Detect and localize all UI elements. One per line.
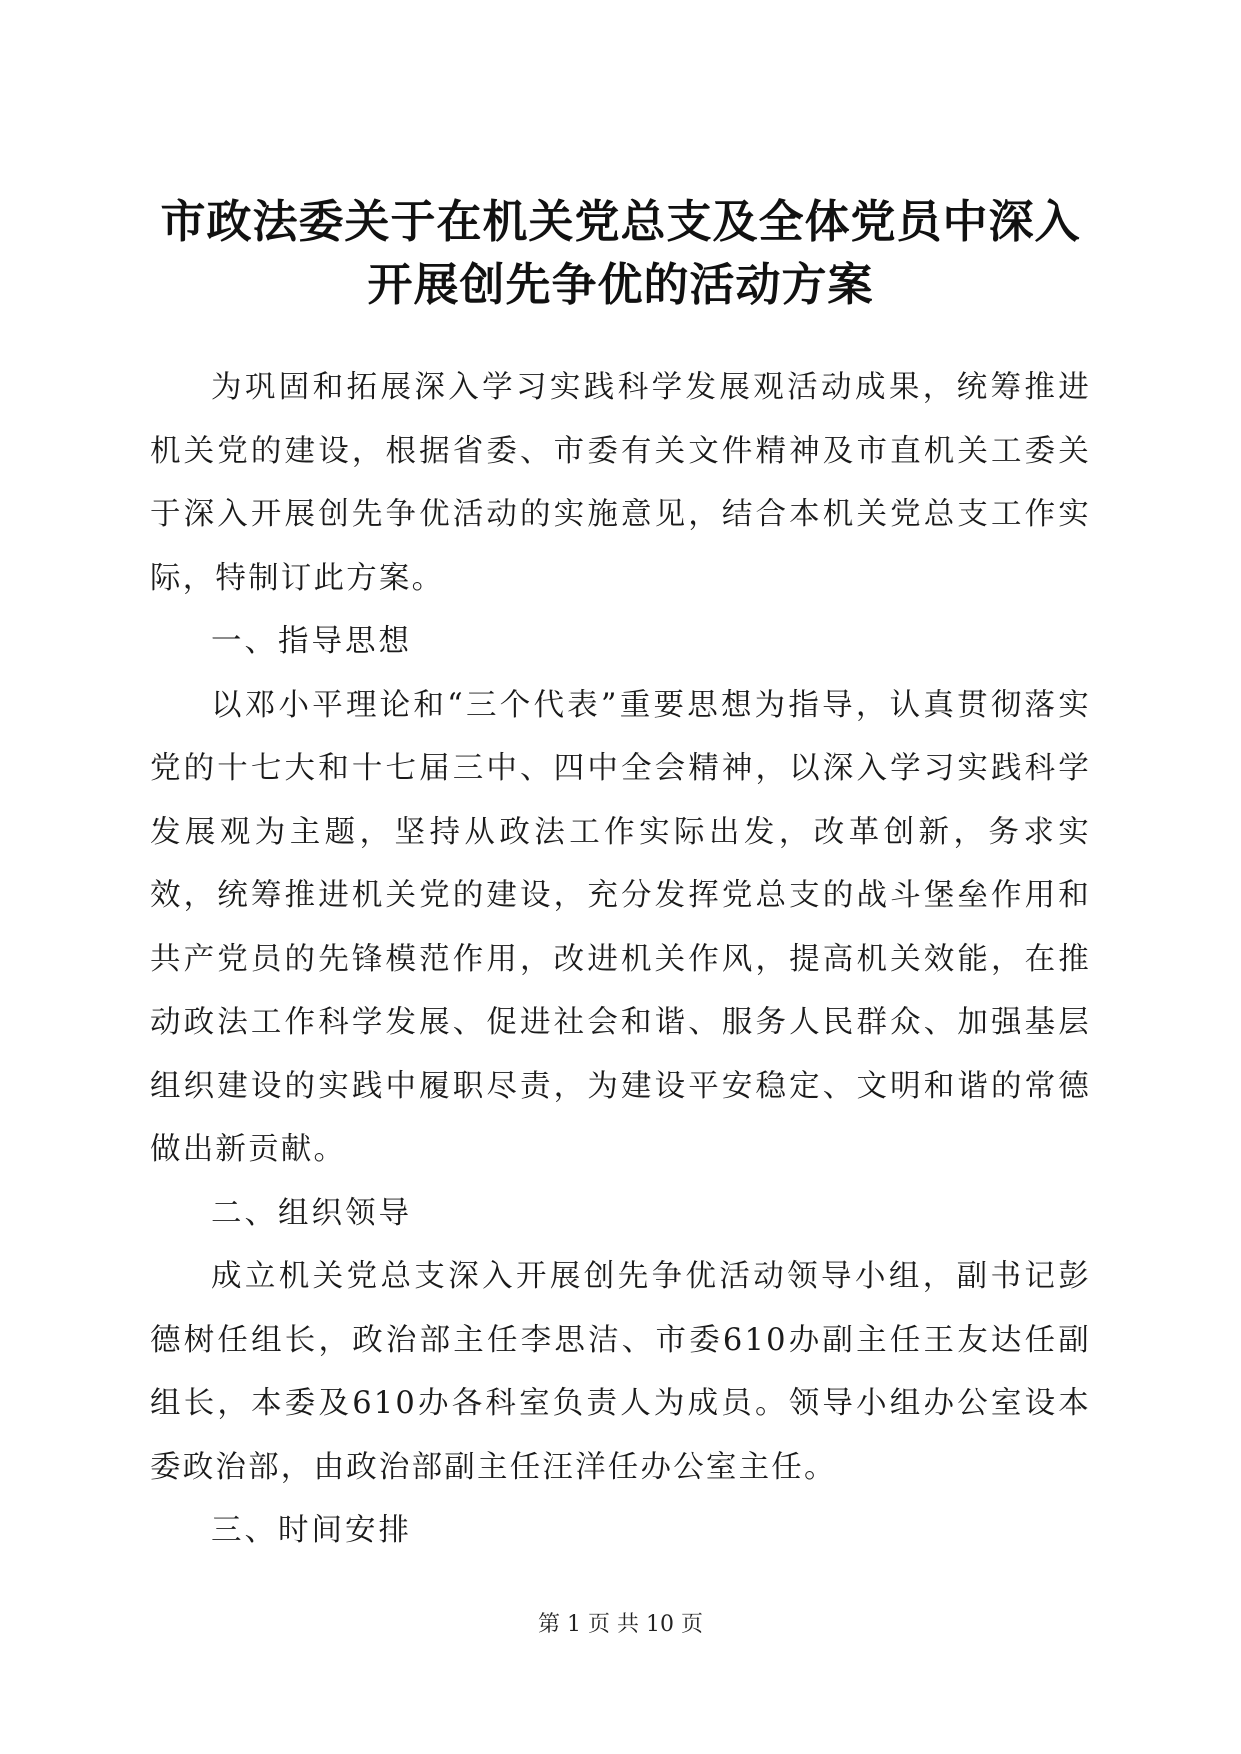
intro-paragraph: 为巩固和拓展深入学习实践科学发展观活动成果，统筹推进机关党的建设，根据省委、市委有关文件精神及市直机关工委关于深入开展创先争优活动的实施意见，结合本机关党总支工作实际，特制订此方案。 bbox=[150, 370, 1091, 596]
section-heading-schedule: 三、时间安排 bbox=[211, 1513, 412, 1548]
section-heading-leadership: 二、组织领导 bbox=[211, 1195, 412, 1231]
page-number-footer: 第 1 页 共 10 页 bbox=[538, 1612, 703, 1637]
document-title: 市政法委关于在机关党总支及全体党员中深入开展创先争优的活动方案 bbox=[160, 195, 1081, 311]
guiding-thought-paragraph: 以邓小平理论和“三个代表”重要思想为指导，认真贯彻落实党的十七大和十七届三中、四中全会精神，以深入学习实践科学发展观为主题，坚持从政法工作实际出发，改革创新，务求实效，统筹推进机关党的建设，充分发挥党总支的战斗堡垒作用和共产党员的先锋模范作用，改进机关作风，提高机关效能，在推动政法工作科学发展、促进社会和谐、服务人民群众、加强基层组织建设的实践中履职尽责，为建设平安稳定、文明和谐的常德做出新贡献。 bbox=[150, 687, 1091, 1167]
section-heading-guiding-thought: 一、指导思想 bbox=[211, 624, 412, 659]
document-body bbox=[150, 356, 1091, 1563]
leadership-paragraph: 成立机关党总支深入开展创先争优活动领导小组，副书记彭德树任组长，政治部主任李思洁、市委610办副主任王友达任副组长，本委及610办各科室负责人为成员。领导小组办公室设本委政治部，由政治部副主任汪洋任办公室主任。 bbox=[150, 1259, 1091, 1485]
